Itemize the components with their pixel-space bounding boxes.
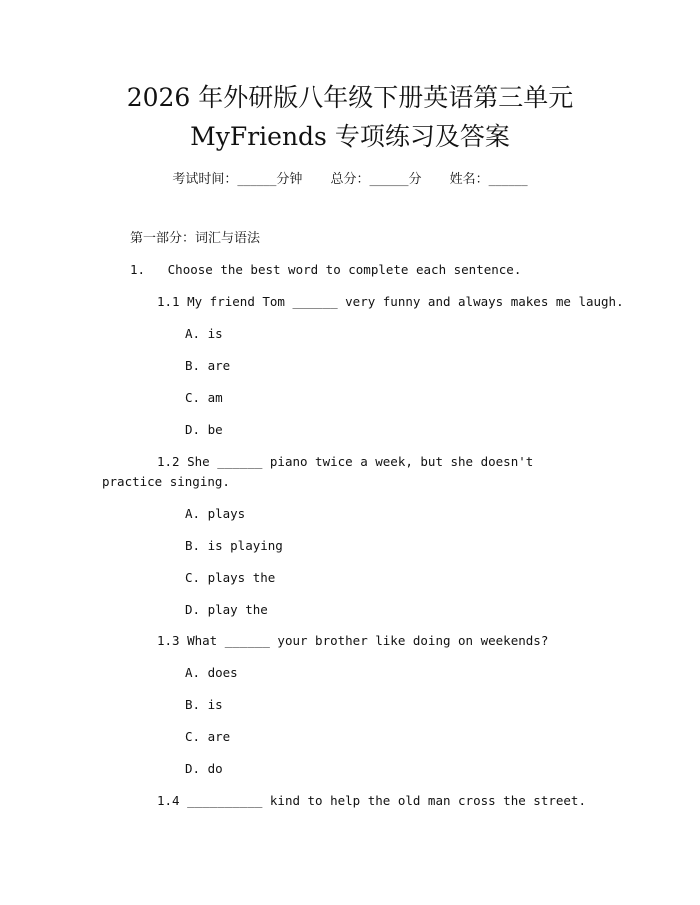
- option-c: C. are: [185, 729, 231, 744]
- question-1: [130, 260, 521, 280]
- question-1-1: [157, 292, 624, 312]
- option-d: D. play the: [185, 602, 268, 617]
- option-a: A. does: [185, 665, 238, 680]
- item-label: 1.3: [157, 633, 180, 648]
- item-text: She ______ piano twice a week, but she doesn't practice singing.: [102, 454, 534, 489]
- exam-meta: [0, 168, 700, 187]
- question-1-3: [157, 631, 548, 651]
- option-b: B. is: [185, 697, 223, 712]
- item-label: 1.2: [157, 454, 180, 469]
- option-a: A. is: [185, 326, 223, 341]
- option-d: D. do: [185, 761, 223, 776]
- option-a: A. plays: [185, 506, 246, 521]
- item-label: 1.1: [157, 294, 180, 309]
- document-title-line-1: 2026 年外研版八年级下册英语第三单元: [126, 83, 574, 112]
- option-b: B. are: [185, 358, 231, 373]
- option-c: C. plays the: [185, 570, 276, 585]
- question-1-instruction: Choose the best word to complete each sentence.: [167, 262, 522, 277]
- option-b: B. is playing: [185, 538, 283, 553]
- question-1-4: [157, 791, 586, 811]
- question-1-number: 1.: [130, 262, 146, 277]
- option-c: C. am: [185, 390, 223, 405]
- exam-total-score: 总分：______分: [330, 172, 422, 187]
- item-text: __________ kind to help the old man cross the street.: [187, 793, 586, 808]
- document-title-line-2: MyFriends 专项练习及答案: [190, 122, 510, 151]
- student-name-field: 姓名：______: [449, 172, 528, 187]
- item-text: What ______ your brother like doing on weekends?: [187, 633, 549, 648]
- question-1-2: [102, 452, 572, 492]
- item-text: My friend Tom ______ very funny and always makes me laugh.: [187, 294, 624, 309]
- item-label: 1.4: [157, 793, 180, 808]
- exam-time: 考试时间：______分钟: [172, 172, 303, 187]
- section-heading: 第一部分：词汇与语法: [130, 231, 261, 246]
- option-d: D. be: [185, 422, 223, 437]
